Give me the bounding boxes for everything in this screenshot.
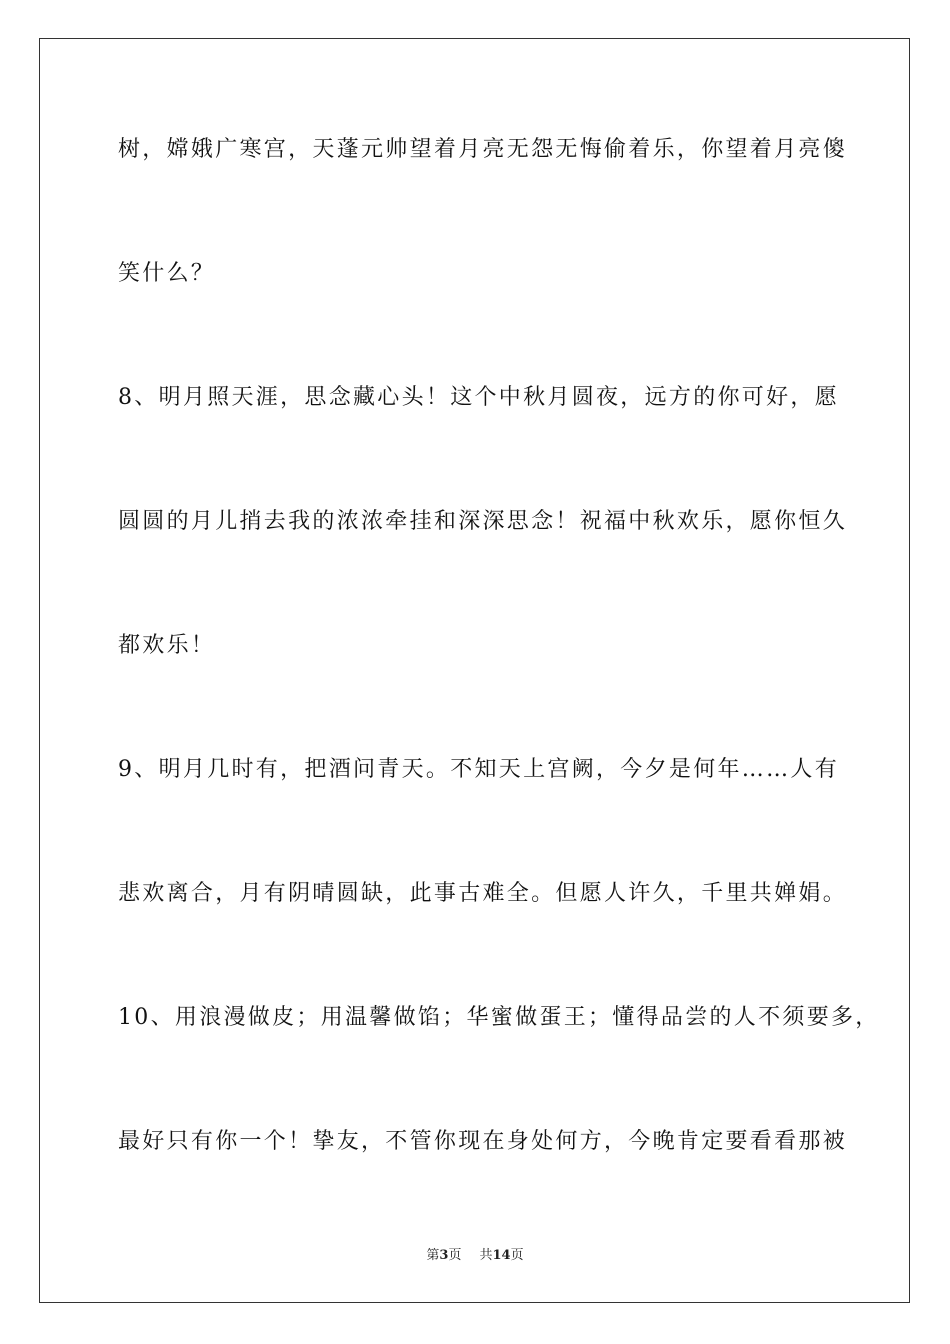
body-text-line: 悲欢离合，月有阴晴圆缺，此事古难全。但愿人许久，千里共婵娟。 [118,881,848,906]
body-text-line: 10、用浪漫做皮；用温馨做馅；华蜜做蛋王；懂得品尝的人不须要多， [118,1005,880,1030]
total-label-suffix: 页 [510,1248,524,1263]
page-border [39,38,910,1303]
page-label-prefix: 第 [426,1248,440,1263]
body-text-line: 9、明月几时有，把酒问青天。不知天上宫阙，今夕是何年……人有 [118,757,839,782]
body-text-line: 笑什么？ [118,261,216,286]
body-text-line: 8、明月照天涯，思念藏心头！这个中秋月圆夜，远方的你可好，愿 [118,385,839,410]
body-text-line: 最好只有你一个！挚友，不管你现在身处何方，今晚肯定要看看那被 [118,1129,848,1154]
total-label-prefix: 共 [479,1248,493,1263]
current-page-number: 3 [439,1248,449,1263]
body-text-line: 圆圆的月儿捎去我的浓浓牵挂和深深思念！祝福中秋欢乐，愿你恒久 [118,509,848,534]
body-text-line: 树，嫦娥广寒宫，天蓬元帅望着月亮无怨无悔偷着乐，你望着月亮傻 [118,137,848,162]
page-footer [0,1247,950,1265]
total-pages-number: 14 [492,1248,511,1263]
body-text-line: 都欢乐！ [118,633,216,658]
page-label-suffix: 页 [448,1248,462,1263]
